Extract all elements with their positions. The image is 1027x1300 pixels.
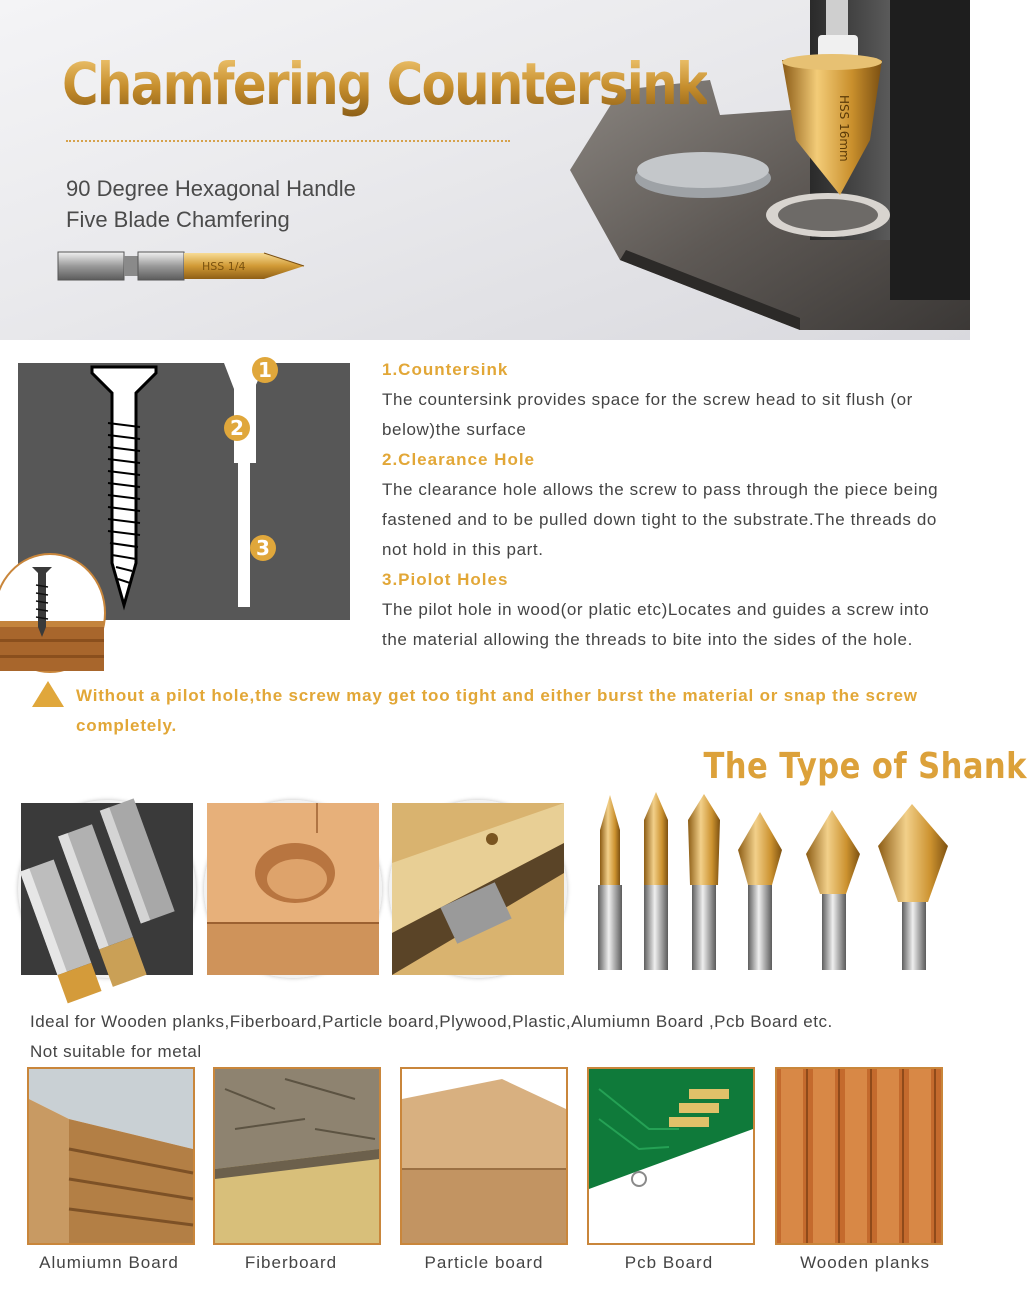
material-alumiumn-board-image xyxy=(27,1067,195,1245)
marker-2: 2 xyxy=(224,415,250,441)
shank-section-title: The Type of Shank xyxy=(703,746,1027,787)
material-wooden-planks-image xyxy=(775,1067,943,1245)
hero-banner xyxy=(0,0,970,340)
step-3-title: 3.Piolot Holes xyxy=(382,570,509,589)
step-2-title: 2.Clearance Hole xyxy=(382,450,536,469)
material-particle-board-image xyxy=(400,1067,568,1245)
six-countersink-bits-image xyxy=(592,790,952,975)
material-label-pcb-board: Pcb Board xyxy=(624,1253,714,1272)
step-2-text: The clearance hole allows the screw to pass through the piece being fastened and to be pulled down tight to the substrate.The threads do not hold in this part. xyxy=(382,480,939,559)
materials-description xyxy=(30,1007,950,1067)
material-fiberboard-image xyxy=(213,1067,381,1245)
hero-title: Chamfering Countersink xyxy=(62,50,708,118)
material-pcb-board-image xyxy=(587,1067,755,1245)
title-divider xyxy=(66,140,510,142)
material-label-particle-board: Particle board xyxy=(424,1253,544,1272)
hinge-in-wood-image xyxy=(389,800,567,978)
bit-engraving: HSS 1/4 xyxy=(202,260,246,273)
material-label-wooden-planks: Wooden planks xyxy=(800,1253,930,1272)
not-suitable-text: Not suitable for metal xyxy=(30,1042,202,1061)
countersunk-wood-image xyxy=(204,800,382,978)
step-3-text: The pilot hole in wood(or platic etc)Locates and guides a screw into the material allowing the threads to bite into the sides of the hole. xyxy=(382,600,930,649)
marker-3: 3 xyxy=(250,535,276,561)
hero-subtitle-line1: 90 Degree Hexagonal Handle xyxy=(66,176,356,201)
warning-text: Without a pilot hole,the screw may get too tight and either burst the material or snap the screw completely. xyxy=(76,686,918,735)
countersink-bit-image xyxy=(56,244,316,290)
step-1-title: 1.Countersink xyxy=(382,360,509,379)
cone-engraving: HSS 16mm xyxy=(837,95,851,162)
ideal-for-text: Ideal for Wooden planks,Fiberboard,Particle board,Plywood,Plastic,Alumiumn Board ,Pcb Board etc. xyxy=(30,1012,833,1031)
hex-shank-closeup-image xyxy=(18,800,196,978)
marker-1: 1 xyxy=(252,357,278,383)
screw-in-wood-image xyxy=(0,553,106,673)
step-1-text: The countersink provides space for the screw head to sit flush (or below)the surface xyxy=(382,390,913,439)
warning-icon xyxy=(31,680,65,708)
material-label-fiberboard: Fiberboard xyxy=(244,1253,338,1272)
material-label-alumiumn-board: Alumiumn Board xyxy=(39,1253,179,1272)
bit-1 xyxy=(598,795,622,970)
hero-subtitle-line2: Five Blade Chamfering xyxy=(66,207,290,232)
